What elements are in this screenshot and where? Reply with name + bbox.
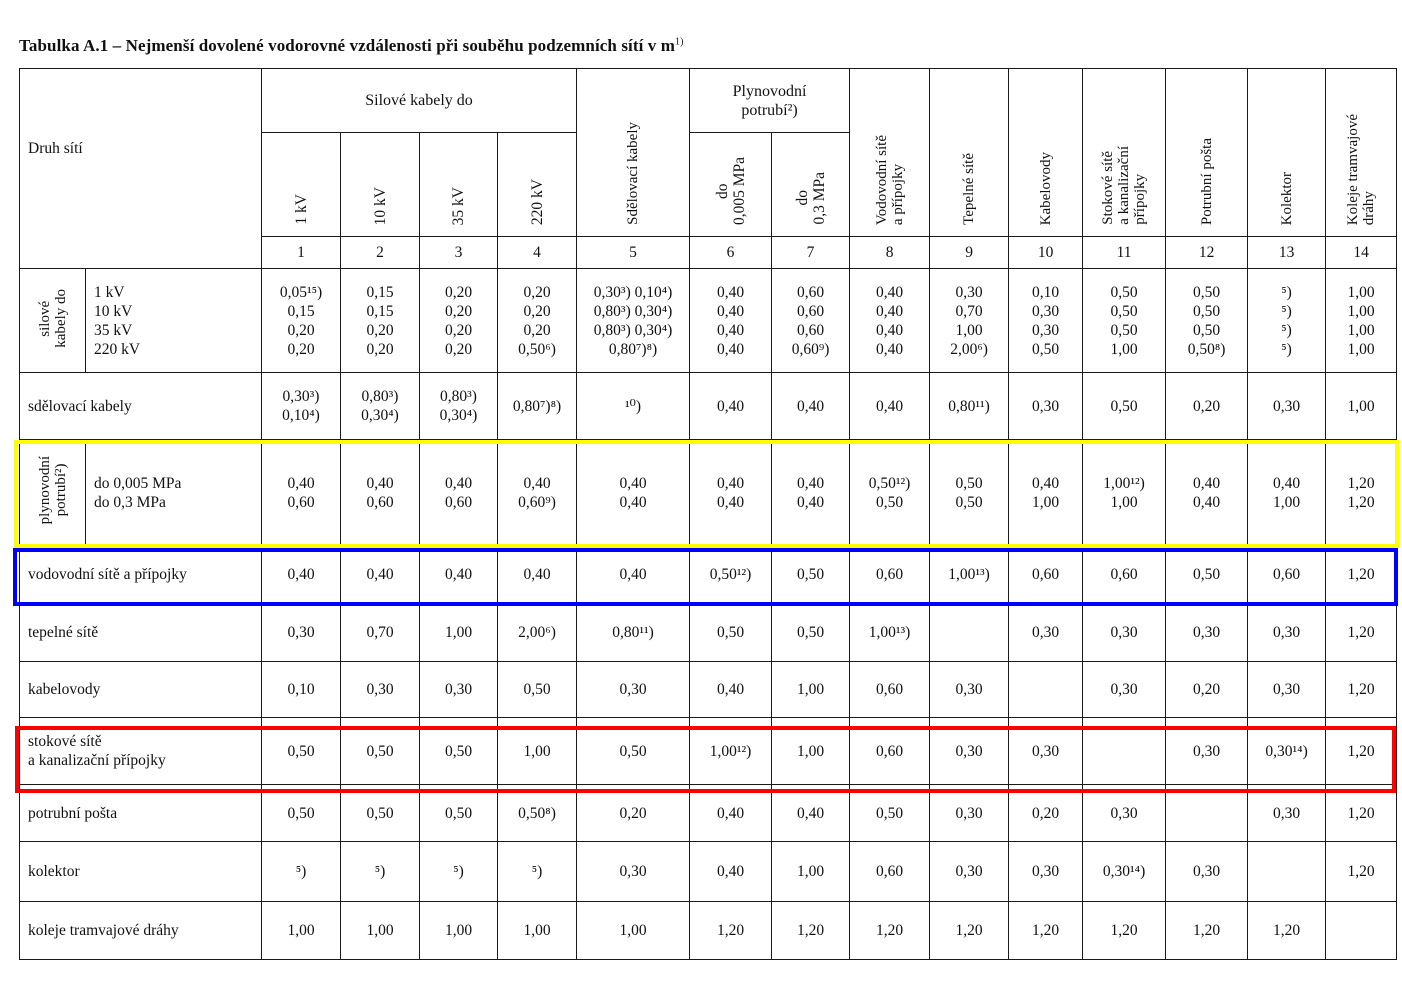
table-cell: 0,40 0,60 xyxy=(262,440,341,546)
table-cell xyxy=(930,604,1009,662)
table-cell: 0,30 xyxy=(1248,373,1326,440)
column-number: 7 xyxy=(772,237,850,269)
table-cell: 1,00 xyxy=(498,902,577,960)
table-cell: 1,20 xyxy=(1248,902,1326,960)
table-cell: 1,20 xyxy=(1326,546,1397,604)
table-cell: 0,50 xyxy=(577,718,690,785)
table-cell: 0,40 0,60 xyxy=(420,440,498,546)
table-cell: 0,40 1,00 xyxy=(1248,440,1326,546)
table-cell xyxy=(1166,785,1248,842)
column-number: 14 xyxy=(1326,237,1397,269)
table-cell: 1,20 xyxy=(1326,785,1397,842)
table-row xyxy=(20,546,1397,604)
header-col-10: Kabelovody xyxy=(1009,69,1083,237)
table-cell: 0,20 xyxy=(1009,785,1083,842)
table-cell: 0,40 1,00 xyxy=(1009,440,1083,546)
header-col-11: Stokové sítě a kanalizační přípojky xyxy=(1083,69,1166,237)
row-label: kolektor xyxy=(20,842,262,902)
column-number: 4 xyxy=(498,237,577,269)
table-cell: 0,30 xyxy=(1083,785,1166,842)
table-cell: 0,30 xyxy=(1166,718,1248,785)
table-cell: 1,20 xyxy=(1326,604,1397,662)
table-cell: 0,50 xyxy=(262,785,341,842)
table-cell: 0,30 xyxy=(930,718,1009,785)
table-cell: 0,40 0,60⁹) xyxy=(498,440,577,546)
column-number: 5 xyxy=(577,237,690,269)
title-footnote: 1) xyxy=(675,36,684,48)
header-col-9: Tepelné sítě xyxy=(930,69,1009,237)
table-cell: 0,50 xyxy=(420,718,498,785)
table-cell: ⁵) xyxy=(341,842,420,902)
table-cell: 0,60 0,60 0,60 0,60⁹) xyxy=(772,269,850,373)
table-cell: 1,00 xyxy=(420,604,498,662)
table-cell: 1,00 xyxy=(498,718,577,785)
table-cell: 0,60 xyxy=(850,842,930,902)
table-row xyxy=(20,604,1397,662)
table-cell: 1,00 xyxy=(772,718,850,785)
column-number: 10 xyxy=(1009,237,1083,269)
table-cell: ⁵) xyxy=(262,842,341,902)
table-cell: 1,20 xyxy=(930,902,1009,960)
table-cell: 0,40 0,40 xyxy=(577,440,690,546)
table-cell: 0,80⁷)⁸) xyxy=(498,373,577,440)
table-cell: 0,30 xyxy=(1166,842,1248,902)
column-number: 11 xyxy=(1083,237,1166,269)
table-row xyxy=(20,373,1397,440)
header-col-8: Vodovodní sítě a přípojky xyxy=(850,69,930,237)
header-group-gas: Plynovodní potrubí²) xyxy=(690,69,850,133)
table-cell: 1,20 xyxy=(1009,902,1083,960)
table-cell: 0,80¹¹) xyxy=(930,373,1009,440)
column-number: 3 xyxy=(420,237,498,269)
table-cell: 1,00 xyxy=(420,902,498,960)
table-cell: 0,40 xyxy=(420,546,498,604)
table-cell: 0,30 xyxy=(930,842,1009,902)
table-cell: 0,50 0,50 0,50 1,00 xyxy=(1083,269,1166,373)
row-sub-labels: 1 kV 10 kV 35 kV 220 kV xyxy=(86,269,262,373)
table-cell: 0,80³) 0,30⁴) xyxy=(341,373,420,440)
table-cell: 0,40 xyxy=(690,662,772,718)
row-label: potrubní pošta xyxy=(20,785,262,842)
table-cell: 0,40 xyxy=(690,373,772,440)
table-cell: 0,40 xyxy=(341,546,420,604)
table-cell: 0,50 xyxy=(498,662,577,718)
column-number: 8 xyxy=(850,237,930,269)
table-cell: 0,50¹²) xyxy=(690,546,772,604)
table-cell: 0,40 xyxy=(690,842,772,902)
table-cell: 1,20 xyxy=(772,902,850,960)
table-cell: 0,50 xyxy=(341,718,420,785)
header-col-13: Kolektor xyxy=(1248,69,1326,237)
table-cell: 0,30 xyxy=(1166,604,1248,662)
column-number: 12 xyxy=(1166,237,1248,269)
table-cell: 0,50 0,50 xyxy=(930,440,1009,546)
table-cell: 0,40 xyxy=(772,373,850,440)
table-cell: 0,60 xyxy=(1083,546,1166,604)
table-cell: 0,50 xyxy=(690,604,772,662)
table-cell: ⁵) xyxy=(498,842,577,902)
header-col-3: 35 kV xyxy=(420,133,498,237)
header-col-6: do 0,005 MPa xyxy=(690,133,772,237)
table-cell: 0,50 xyxy=(772,604,850,662)
table-cell: 0,50 xyxy=(262,718,341,785)
table-cell: 0,60 xyxy=(850,662,930,718)
table-cell: 0,30 xyxy=(930,662,1009,718)
table-cell: 0,30 xyxy=(1248,662,1326,718)
header-col-7: do 0,3 MPa xyxy=(772,133,850,237)
table-cell: 1,20 xyxy=(850,902,930,960)
table-row xyxy=(20,902,1397,960)
table-cell: 0,30 xyxy=(1083,662,1166,718)
table-cell: 0,40 0,40 0,40 0,40 xyxy=(850,269,930,373)
table-cell: 0,60 xyxy=(850,546,930,604)
table-cell xyxy=(1326,902,1397,960)
table-cell: 1,20 xyxy=(1083,902,1166,960)
table-cell: 0,40 0,40 0,40 0,40 xyxy=(690,269,772,373)
table-cell: ⁵) ⁵) ⁵) ⁵) xyxy=(1248,269,1326,373)
header-col-2: 10 kV xyxy=(341,133,420,237)
table-cell: 0,10 0,30 0,30 0,50 xyxy=(1009,269,1083,373)
table-cell: 0,30¹⁴) xyxy=(1083,842,1166,902)
table-cell: 0,20 xyxy=(1166,662,1248,718)
table-cell: 0,40 0,40 xyxy=(772,440,850,546)
row-group-label: silové kabely do xyxy=(20,269,86,373)
table-cell xyxy=(1248,842,1326,902)
table-cell: 0,30 xyxy=(420,662,498,718)
column-number: 2 xyxy=(341,237,420,269)
table-cell: 1,00¹³) xyxy=(930,546,1009,604)
table-cell: 1,00¹³) xyxy=(850,604,930,662)
column-number: 6 xyxy=(690,237,772,269)
table-cell: 1,20 1,20 xyxy=(1326,440,1397,546)
table-cell: 1,00 xyxy=(772,842,850,902)
table-cell: 0,60 xyxy=(850,718,930,785)
table-row xyxy=(20,662,1397,718)
row-label: kabelovody xyxy=(20,662,262,718)
table-cell: 0,70 xyxy=(341,604,420,662)
table-cell: 0,40 xyxy=(498,546,577,604)
table-cell: 0,40 xyxy=(577,546,690,604)
table-cell: 1,00 xyxy=(262,902,341,960)
table-cell: 1,20 xyxy=(1326,842,1397,902)
header-group-power: Silové kabely do xyxy=(262,69,577,133)
header-col-5: Sdělovací kabely xyxy=(577,69,690,237)
table-cell: 1,20 xyxy=(1166,902,1248,960)
table-cell xyxy=(1083,718,1166,785)
table-cell: 0,40 xyxy=(850,373,930,440)
header-col-1: 1 kV xyxy=(262,133,341,237)
table-cell: 0,50 xyxy=(850,785,930,842)
table-cell: 0,80¹¹) xyxy=(577,604,690,662)
header-col-14: Koleje tramvajové dráhy xyxy=(1326,69,1397,237)
table-cell: 1,00 xyxy=(1326,373,1397,440)
table-cell: 1,00 xyxy=(341,902,420,960)
table-cell: 0,20 xyxy=(1166,373,1248,440)
table-cell: 0,20 0,20 0,20 0,50⁶) xyxy=(498,269,577,373)
table-cell: 0,20 0,20 0,20 0,20 xyxy=(420,269,498,373)
table-cell: 1,00 xyxy=(772,662,850,718)
table-cell: 0,60 xyxy=(1009,546,1083,604)
column-number: 9 xyxy=(930,237,1009,269)
table-cell: 0,30 xyxy=(930,785,1009,842)
row-label: stokové sítě a kanalizační přípojky xyxy=(20,718,262,785)
row-label: sdělovací kabely xyxy=(20,373,262,440)
table-cell: 0,50 xyxy=(420,785,498,842)
table-cell: 0,30 xyxy=(1248,604,1326,662)
column-number: 13 xyxy=(1248,237,1326,269)
row-label: vodovodní sítě a přípojky xyxy=(20,546,262,604)
row-label: koleje tramvajové dráhy xyxy=(20,902,262,960)
row-label: tepelné sítě xyxy=(20,604,262,662)
table-row xyxy=(20,842,1397,902)
table-cell: 0,30 xyxy=(341,662,420,718)
table-cell: 1,00 1,00 1,00 1,00 xyxy=(1326,269,1397,373)
table-row xyxy=(20,785,1397,842)
table-title: Tabulka A.1 – Nejmenší dovolené vodorovné vzdálenosti při souběhu podzemních sítí v $m^{1)}$ xyxy=(19,36,684,55)
table-cell xyxy=(1009,662,1083,718)
header-row-label: Druh sítí xyxy=(20,69,262,269)
table-cell: 0,50 xyxy=(1166,546,1248,604)
table-cell: 0,40 xyxy=(262,546,341,604)
table-cell: 1,00¹²) 1,00 xyxy=(1083,440,1166,546)
row-group-label: plynovodní potrubí²) xyxy=(20,440,86,546)
table-cell: 0,30³) 0,10⁴) xyxy=(262,373,341,440)
header-col-4: 220 kV xyxy=(498,133,577,237)
table-cell: 0,50 0,50 0,50 0,50⁸) xyxy=(1166,269,1248,373)
table-row xyxy=(20,440,1397,546)
table-cell: 0,20 xyxy=(577,785,690,842)
table-cell: 0,80³) 0,30⁴) xyxy=(420,373,498,440)
distance-table xyxy=(19,68,1397,960)
table-cell: 0,30 xyxy=(1083,604,1166,662)
table-cell: ⁵) xyxy=(420,842,498,902)
table-cell: 0,60 xyxy=(1248,546,1326,604)
table-cell: 0,30 xyxy=(1009,373,1083,440)
table-cell: 0,30 xyxy=(577,842,690,902)
table-cell: 0,40 0,40 xyxy=(1166,440,1248,546)
table-cell: 0,30 xyxy=(1009,718,1083,785)
table-cell: 0,30³) 0,10⁴) 0,80³) 0,30⁴) 0,80³) 0,30⁴) 0,80⁷)⁸) xyxy=(577,269,690,373)
table-cell: 0,40 xyxy=(772,785,850,842)
table-cell: 0,30 xyxy=(262,604,341,662)
table-cell: 1,20 xyxy=(1326,662,1397,718)
table-cell: 0,50 xyxy=(341,785,420,842)
table-cell: ¹⁰) xyxy=(577,373,690,440)
table-cell: 0,30 xyxy=(577,662,690,718)
table-cell: 0,30 xyxy=(1248,785,1326,842)
row-sub-labels: do 0,005 MPa do 0,3 MPa xyxy=(86,440,262,546)
table-cell: 0,30 0,70 1,00 2,00⁶) xyxy=(930,269,1009,373)
table-cell: 0,30 xyxy=(1009,842,1083,902)
table-cell: 1,20 xyxy=(690,902,772,960)
table-cell: 0,30 xyxy=(1009,604,1083,662)
table-cell: 1,20 xyxy=(1326,718,1397,785)
table-cell: 0,05¹⁵) 0,15 0,20 0,20 xyxy=(262,269,341,373)
table-cell: 0,10 xyxy=(262,662,341,718)
table-cell: 0,50 xyxy=(772,546,850,604)
table-cell: 0,50 xyxy=(1083,373,1166,440)
table-cell: 0,40 0,60 xyxy=(341,440,420,546)
table-cell: 0,40 0,40 xyxy=(690,440,772,546)
table-cell: 0,15 0,15 0,20 0,20 xyxy=(341,269,420,373)
table-row xyxy=(20,269,1397,373)
table-cell: 1,00¹²) xyxy=(690,718,772,785)
table-cell: 0,50⁸) xyxy=(498,785,577,842)
table-cell: 0,50¹²) 0,50 xyxy=(850,440,930,546)
table-cell: 0,30¹⁴) xyxy=(1248,718,1326,785)
column-number: 1 xyxy=(262,237,341,269)
table-row xyxy=(20,718,1397,785)
header-col-12: Potrubní pošta xyxy=(1166,69,1248,237)
table-cell: 1,00 xyxy=(577,902,690,960)
table-cell: 2,00⁶) xyxy=(498,604,577,662)
table-cell: 0,40 xyxy=(690,785,772,842)
